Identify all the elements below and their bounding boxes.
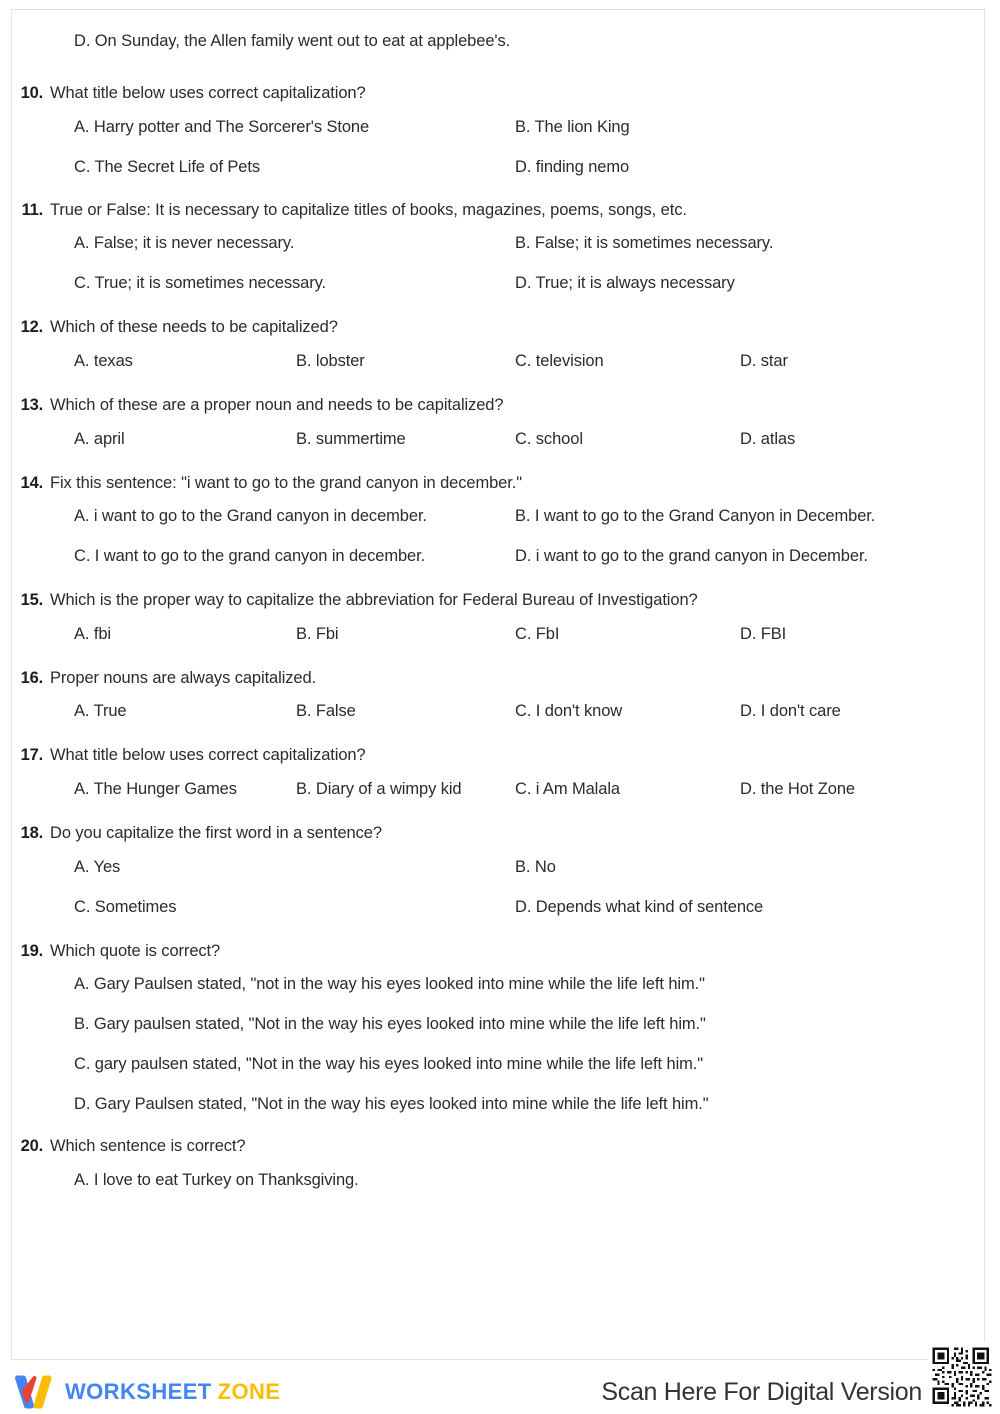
logo-w-mark-icon — [14, 1375, 58, 1409]
question-number: 17. — [20, 746, 43, 765]
option-a[interactable]: A. i want to go to the Grand canyon in december. — [74, 507, 427, 526]
question-heading — [12, 590, 984, 611]
option-d[interactable]: D. i want to go to the grand canyon in December. — [515, 547, 868, 566]
option-grid — [57, 507, 984, 579]
option-grid — [57, 702, 984, 734]
option-c[interactable]: C. I want to go to the grand canyon in december. — [74, 547, 426, 566]
option-b[interactable]: B. Gary paulsen stated, "Not in the way his eyes looked into mine while the life left him." — [74, 1015, 706, 1034]
option-grid — [57, 780, 984, 812]
option-a[interactable]: A. fbi — [74, 624, 112, 643]
option-grid — [57, 118, 984, 190]
option-c[interactable]: C. school — [515, 429, 583, 448]
logo-text-worksheet: WORKSHEET — [65, 1379, 212, 1404]
question-number: 15. — [20, 591, 43, 610]
option-d[interactable]: D. the Hot Zone — [740, 780, 855, 798]
option-c[interactable]: C. True; it is sometimes necessary. — [74, 274, 327, 293]
question-number: 12. — [20, 318, 43, 337]
option-grid — [57, 430, 984, 462]
option-grid — [57, 1171, 984, 1203]
qr-code[interactable] — [928, 1342, 996, 1412]
option-b[interactable]: B. False — [296, 702, 356, 721]
question-number: 19. — [20, 941, 43, 960]
option-d[interactable]: D. True; it is always necessary — [515, 274, 735, 293]
question-number: 18. — [20, 824, 43, 842]
question-block-11 — [12, 200, 984, 307]
page-footer — [0, 1366, 1000, 1414]
option-a[interactable]: A. Harry potter and The Sorcerer's Stone — [74, 117, 370, 136]
question-block-17 — [12, 745, 984, 812]
worksheet-page-card — [11, 9, 985, 1360]
option-grid — [57, 234, 984, 306]
option-a[interactable]: A. False; it is never necessary. — [74, 234, 295, 253]
option-b[interactable]: B. lobster — [296, 351, 365, 370]
orphan-option-row — [57, 32, 984, 58]
question-text: Which is the proper way to capitalize the abbreviation for Federal Bureau of Investigation? — [50, 591, 698, 610]
option-grid — [57, 975, 984, 1127]
question-block-13 — [12, 395, 984, 462]
option-a[interactable]: A. Yes — [74, 857, 121, 876]
question-number: 10. — [20, 84, 43, 102]
question-text: Fix this sentence: "i want to go to the grand canyon in december." — [50, 473, 522, 492]
worksheet-body — [12, 10, 984, 1203]
question-block-16 — [12, 668, 984, 735]
question-block-19 — [12, 941, 984, 1128]
question-number: 13. — [20, 395, 43, 414]
question-text: Proper nouns are always capitalized. — [50, 668, 317, 687]
option-grid — [57, 352, 984, 384]
option-b[interactable]: B. Fbi — [296, 624, 339, 643]
option-b[interactable]: B. False; it is sometimes necessary. — [515, 234, 774, 253]
question-text: Do you capitalize the first word in a sentence? — [50, 824, 382, 842]
option-d[interactable]: D. atlas — [740, 429, 796, 448]
question-block-14 — [12, 473, 984, 580]
option-d[interactable]: D. star — [740, 351, 788, 370]
option-b[interactable]: B. I want to go to the Grand Canyon in December. — [515, 507, 876, 526]
option-a[interactable]: A. True — [74, 702, 127, 721]
question-number: 11. — [21, 200, 43, 219]
option-c[interactable]: C. i Am Malala — [515, 780, 620, 798]
option-a[interactable]: A. april — [74, 429, 125, 448]
question-text: What title below uses correct capitalization? — [50, 746, 366, 765]
question-block-15 — [12, 590, 984, 657]
question-block-10 — [12, 83, 984, 190]
question-text: Which quote is correct? — [50, 941, 221, 960]
option-b[interactable]: B. summertime — [296, 429, 406, 448]
option-text: D. On Sunday, the Allen family went out to eat at applebee's. — [74, 32, 511, 50]
question-heading — [12, 395, 984, 416]
option-b[interactable]: B. The lion King — [515, 117, 630, 136]
question-text: Which of these are a proper noun and needs to be capitalized? — [50, 395, 504, 414]
option-a[interactable]: A. Gary Paulsen stated, "not in the way his eyes looked into mine while the life left him." — [74, 975, 705, 994]
option-c[interactable]: C. television — [515, 351, 604, 370]
question-text: Which of these needs to be capitalized? — [50, 318, 338, 337]
option-a[interactable]: A. I love to eat Turkey on Thanksgiving. — [74, 1170, 359, 1189]
option-c[interactable]: C. gary paulsen stated, "Not in the way his eyes looked into mine while the life left him." — [74, 1055, 704, 1074]
question-block-18 — [12, 823, 984, 930]
question-heading — [12, 823, 984, 844]
option-a[interactable]: A. texas — [74, 351, 133, 370]
question-text: Which sentence is correct? — [50, 1137, 246, 1156]
option-d[interactable]: D. Gary Paulsen stated, "Not in the way his eyes looked into mine while the life left him." — [74, 1095, 709, 1114]
question-heading — [12, 83, 984, 104]
option-grid — [57, 858, 984, 930]
option-c[interactable]: C. FbI — [515, 624, 560, 643]
question-number: 20. — [20, 1137, 43, 1156]
option-d[interactable]: D. Depends what kind of sentence — [515, 897, 764, 916]
option-d[interactable]: D. I don't care — [740, 702, 841, 721]
option-d[interactable]: D. finding nemo — [515, 157, 630, 176]
question-block-12 — [12, 317, 984, 384]
option-a[interactable]: A. The Hunger Games — [74, 780, 237, 798]
question-heading — [12, 473, 984, 494]
question-block-20 — [12, 1136, 984, 1203]
question-heading — [12, 941, 984, 962]
question-number: 14. — [20, 473, 43, 492]
question-heading — [12, 668, 984, 689]
logo-text-zone: ZONE — [217, 1379, 281, 1404]
option-b[interactable]: B. Diary of a wimpy kid — [296, 780, 462, 798]
option-b[interactable]: B. No — [515, 857, 556, 876]
option-c[interactable]: C. I don't know — [515, 702, 623, 721]
option-c[interactable]: C. Sometimes — [74, 897, 177, 916]
worksheet-zone-logo[interactable] — [14, 1370, 280, 1414]
question-heading — [12, 200, 984, 221]
option-c[interactable]: C. The Secret Life of Pets — [74, 157, 261, 176]
scan-prompt-text: Scan Here For Digital Version — [601, 1378, 922, 1406]
option-d[interactable]: D. FBI — [740, 624, 787, 643]
question-text: What title below uses correct capitalization? — [50, 84, 366, 102]
question-number: 16. — [20, 668, 43, 687]
question-heading — [12, 1136, 984, 1157]
option-grid — [57, 625, 984, 657]
question-heading — [12, 317, 984, 338]
question-heading — [12, 745, 984, 766]
question-text: True or False: It is necessary to capitalize titles of books, magazines, poems, songs, etc. — [50, 200, 687, 219]
